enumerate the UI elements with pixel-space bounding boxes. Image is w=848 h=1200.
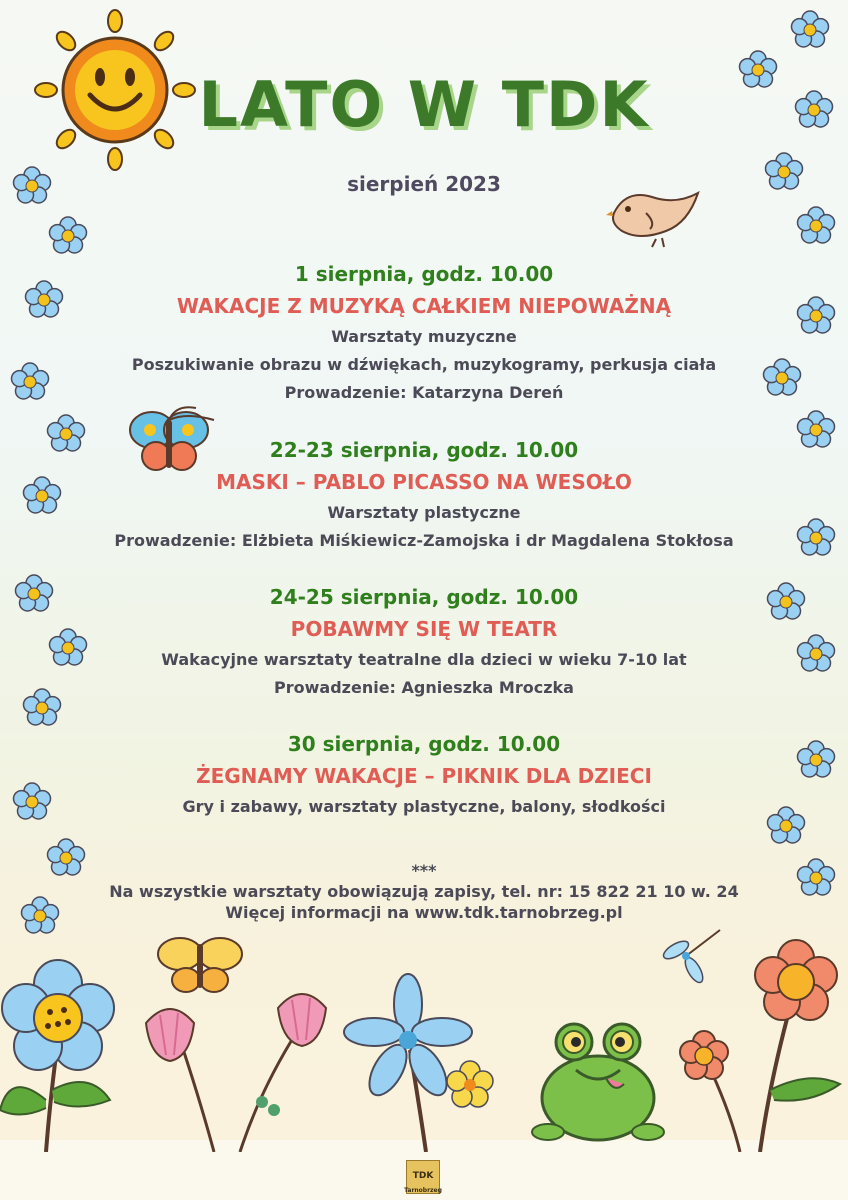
- event-line: Warsztaty plastyczne: [327, 503, 521, 522]
- website-info: Więcej informacji na www.tdk.tarnobrzeg.pl: [225, 903, 623, 922]
- event-line: Wakacyjne warsztaty teatralne dla dzieci w wieku 7-10 lat: [161, 650, 687, 669]
- event-name: ŻEGNAMY WAKACJE – PIKNIK DLA DZIECI: [196, 764, 652, 788]
- logo-text: TDK: [412, 1171, 434, 1181]
- logo-caption: Tarnobrzeg: [404, 1187, 442, 1194]
- garden-illustration: [0, 920, 848, 1152]
- event-line: Gry i zabawy, warsztaty plastyczne, balony, słodkości: [182, 797, 666, 816]
- event-date: 24-25 sierpnia, godz. 10.00: [269, 585, 579, 609]
- event-line: Prowadzenie: Elżbieta Miśkiewicz-Zamojska i dr Magdalena Stokłosa: [114, 531, 734, 550]
- event-name: POBAWMY SIĘ W TEATR: [290, 617, 558, 641]
- event-2: [0, 435, 848, 555]
- event-line: Prowadzenie: Agnieszka Mroczka: [274, 678, 574, 697]
- subtitle: sierpień 2023: [347, 172, 501, 196]
- page-title: LATO W TDK: [198, 68, 650, 141]
- event-line: Prowadzenie: Katarzyna Dereń: [284, 383, 564, 402]
- event-3: [0, 582, 848, 702]
- event-date: 22-23 sierpnia, godz. 10.00: [269, 438, 579, 462]
- event-line: Warsztaty muzyczne: [331, 327, 517, 346]
- registration-info: Na wszystkie warsztaty obowiązują zapisy, tel. nr: 15 822 21 10 w. 24: [109, 882, 739, 901]
- event-date: 30 sierpnia, godz. 10.00: [287, 732, 561, 756]
- event-name: WAKACJE Z MUZYKĄ CAŁKIEM NIEPOWAŻNĄ: [176, 294, 672, 318]
- event-line: Poszukiwanie obrazu w dźwiękach, muzykogramy, perkusja ciała: [131, 355, 717, 374]
- event-4: [0, 729, 848, 821]
- separator: ***: [411, 861, 437, 880]
- event-1: [0, 259, 848, 407]
- event-name: MASKI – PABLO PICASSO NA WESOŁO: [216, 470, 632, 494]
- event-date: 1 sierpnia, godz. 10.00: [294, 262, 554, 286]
- footer-info: [0, 860, 848, 923]
